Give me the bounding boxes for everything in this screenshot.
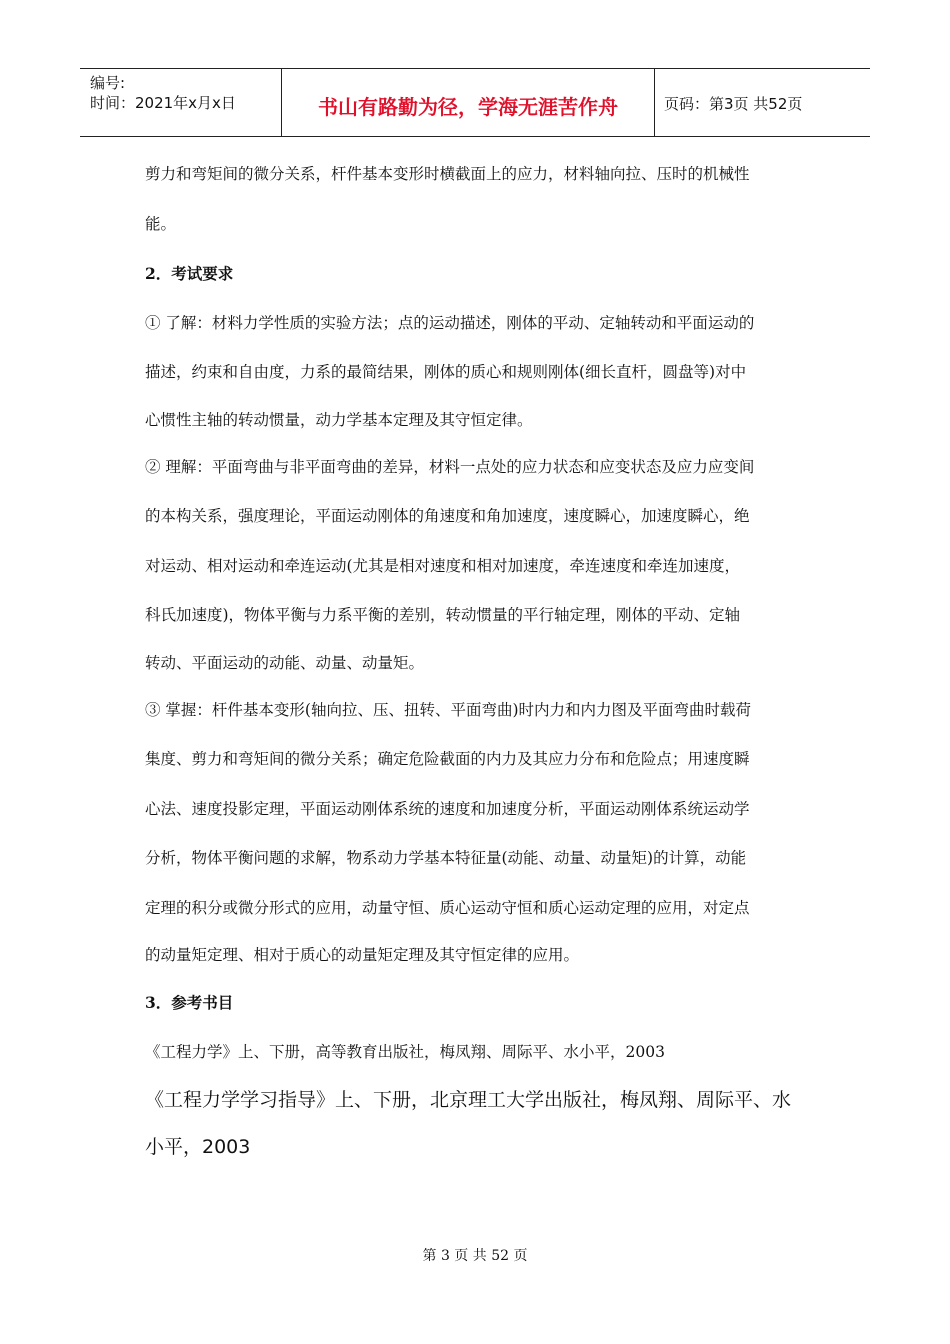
section-heading: 3．参考书目 — [145, 993, 234, 1012]
header-page-info: 页码：第3页 共52页 — [664, 95, 803, 113]
paragraph-line: 定理的积分或微分形式的应用，动量守恒、质心运动守恒和质心运动定理的应用，对定点 — [145, 898, 750, 917]
reference-item: 《工程力学》上、下册，高等教育出版社，梅凤翔、周际平、水小平，2003 — [145, 1042, 665, 1061]
paragraph-line: 科氏加速度)，物体平衡与力系平衡的差别，转动惯量的平行轴定理，刚体的平动、定轴 — [145, 606, 741, 624]
paragraph-line: 心惯性主轴的转动惯量，动力学基本定理及其守恒定律。 — [145, 410, 533, 429]
document-body — [145, 150, 810, 1171]
paragraph-line: 的本构关系，强度理论，平面运动刚体的角速度和角加速度，速度瞬心，加速度瞬心，绝 — [145, 507, 750, 525]
page-footer: 第 3 页 共 52 页 — [422, 1248, 528, 1264]
header-motto: 书山有路勤为径，学海无涯苦作舟 — [318, 95, 618, 119]
paragraph-line: 集度、剪力和弯矩间的微分关系；确定危险截面的内力及其应力分布和危险点；用速度瞬 — [145, 750, 750, 768]
paragraph-line: 分析，物体平衡问题的求解，物系动力学基本特征量(动能、动量、动量矩)的计算，动能 — [145, 849, 747, 867]
paragraph-line: ① 了解：材料力学性质的实验方法；点的运动描述，刚体的平动、定轴转动和平面运动的 — [145, 313, 755, 332]
header-divider — [654, 69, 655, 136]
paragraph-line: 能。 — [145, 214, 177, 233]
paragraph-line: 对运动、相对运动和牵连运动(尤其是相对速度和相对加速度，牵连速度和牵连加速度， — [145, 556, 741, 575]
reference-item: 小平，2003 — [145, 1136, 251, 1158]
date-line: 时间：2021年x月x日 — [90, 94, 236, 112]
paragraph-line: 心法、速度投影定理，平面运动刚体系统的速度和加速度分析，平面运动刚体系统运动学 — [145, 799, 750, 818]
section-heading: 2．考试要求 — [145, 264, 234, 283]
paragraph-line: ② 理解：平面弯曲与非平面弯曲的差异，材料一点处的应力状态和应变状态及应力应变间 — [145, 457, 755, 476]
number-label: 编号: — [90, 74, 126, 92]
reference-item: 《工程力学学习指导》上、下册，北京理工大学出版社，梅凤翔、周际平、水 — [145, 1089, 792, 1111]
paragraph-line: 转动、平面运动的动能、动量、动量矩。 — [145, 653, 425, 672]
paragraph-line: 剪力和弯矩间的微分关系，杆件基本变形时横截面上的应力，材料轴向拉、压时的机械性 — [145, 165, 750, 183]
page-header — [80, 68, 870, 137]
paragraph-line: 描述，约束和自由度，力系的最简结果，刚体的质心和规则刚体(细长直杆，圆盘等)对中 — [145, 363, 747, 381]
paragraph-line: 的动量矩定理、相对于质心的动量矩定理及其守恒定律的应用。 — [145, 946, 580, 964]
header-meta — [90, 73, 236, 113]
paragraph-line: ③ 掌握：杆件基本变形(轴向拉、压、扭转、平面弯曲)时内力和内力图及平面弯曲时载荷 — [145, 700, 752, 719]
